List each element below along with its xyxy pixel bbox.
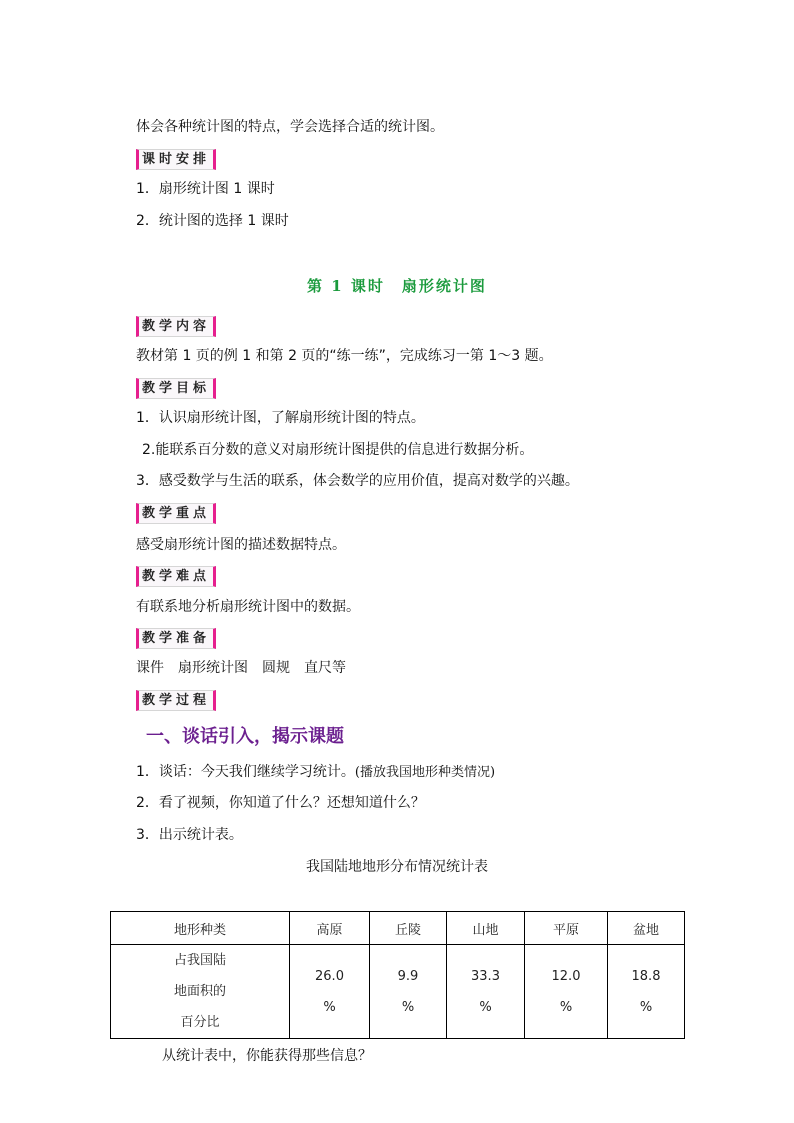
value-number: 18.8 [631,968,661,984]
value-cell [290,945,370,1039]
row-label-line: 占我国陆 [173,953,226,968]
step-note: (播放我国地形种类情况) [354,765,496,780]
table-header-row [111,912,685,945]
row-label-line: 地面积的 [173,984,226,999]
value-cell [447,945,525,1039]
question-text: 从统计表中，你能获得那些信息？ [162,1048,372,1064]
schedule-item: 2．统计图的选择 1 课时 [136,213,289,229]
value-unit: % [401,999,415,1015]
header-cell: 平原 [525,912,608,945]
value-unit: % [559,999,573,1015]
prep-text: 课件 扇形统计图 圆规 直尺等 [136,660,346,676]
header-cell: 高原 [290,912,370,945]
header-cell: 地形种类 [111,912,290,945]
table-row [111,945,685,1039]
goal-item: 2.能联系百分数的意义对扇形统计图提供的信息进行数据分析。 [142,442,534,458]
process-step: 3．出示统计表。 [136,827,243,843]
value-number: 26.0 [315,968,344,984]
intro-text: 体会各种统计图的特点，学会选择合适的统计图。 [136,119,444,135]
value-cell [370,945,447,1039]
process-step: 2．看了视频，你知道了什么？还想知道什么？ [136,795,425,811]
table-caption: 我国陆地地形分布情况统计表 [306,859,488,875]
goals-tag: 教学目标 [136,378,216,399]
value-cell [525,945,608,1039]
value-cell [608,945,685,1039]
content-text: 教材第 1 页的例 1 和第 2 页的“练一练”，完成练习一第 1～3 题。 [136,348,553,364]
header-cell: 丘陵 [370,912,447,945]
process-step [136,762,495,783]
header-cell: 山地 [447,912,525,945]
goal-item: 3．感受数学与生活的联系，体会数学的应用价值，提高对数学的兴趣。 [136,473,579,489]
value-unit: % [639,999,653,1015]
schedule-tag: 课时安排 [136,149,216,170]
terrain-table [110,911,685,1039]
goal-item: 1．认识扇形统计图，了解扇形统计图的特点。 [136,410,425,426]
content-tag: 教学内容 [136,316,216,337]
value-unit: % [323,999,336,1015]
key-point-text: 感受扇形统计图的描述数据特点。 [136,537,346,553]
value-number: 9.9 [397,968,419,984]
schedule-item: 1．扇形统计图 1 课时 [136,181,275,197]
process-tag: 教学过程 [136,690,216,711]
section-heading: 一、谈话引入，揭示课题 [146,726,344,747]
prep-tag: 教学准备 [136,628,216,649]
difficulty-tag: 教学难点 [136,566,216,587]
row-label-cell [111,945,290,1039]
difficulty-text: 有联系地分析扇形统计图中的数据。 [136,599,360,615]
row-label-line: 百分比 [180,1015,220,1030]
value-number: 33.3 [471,968,500,984]
value-number: 12.0 [551,968,581,984]
step-lead: 1．谈话：今天我们继续学习统计。 [136,764,355,780]
header-cell: 盆地 [608,912,685,945]
lesson-title: 第 1 课时 扇形统计图 [307,277,487,295]
value-unit: % [479,999,492,1015]
key-point-tag: 教学重点 [136,503,216,524]
